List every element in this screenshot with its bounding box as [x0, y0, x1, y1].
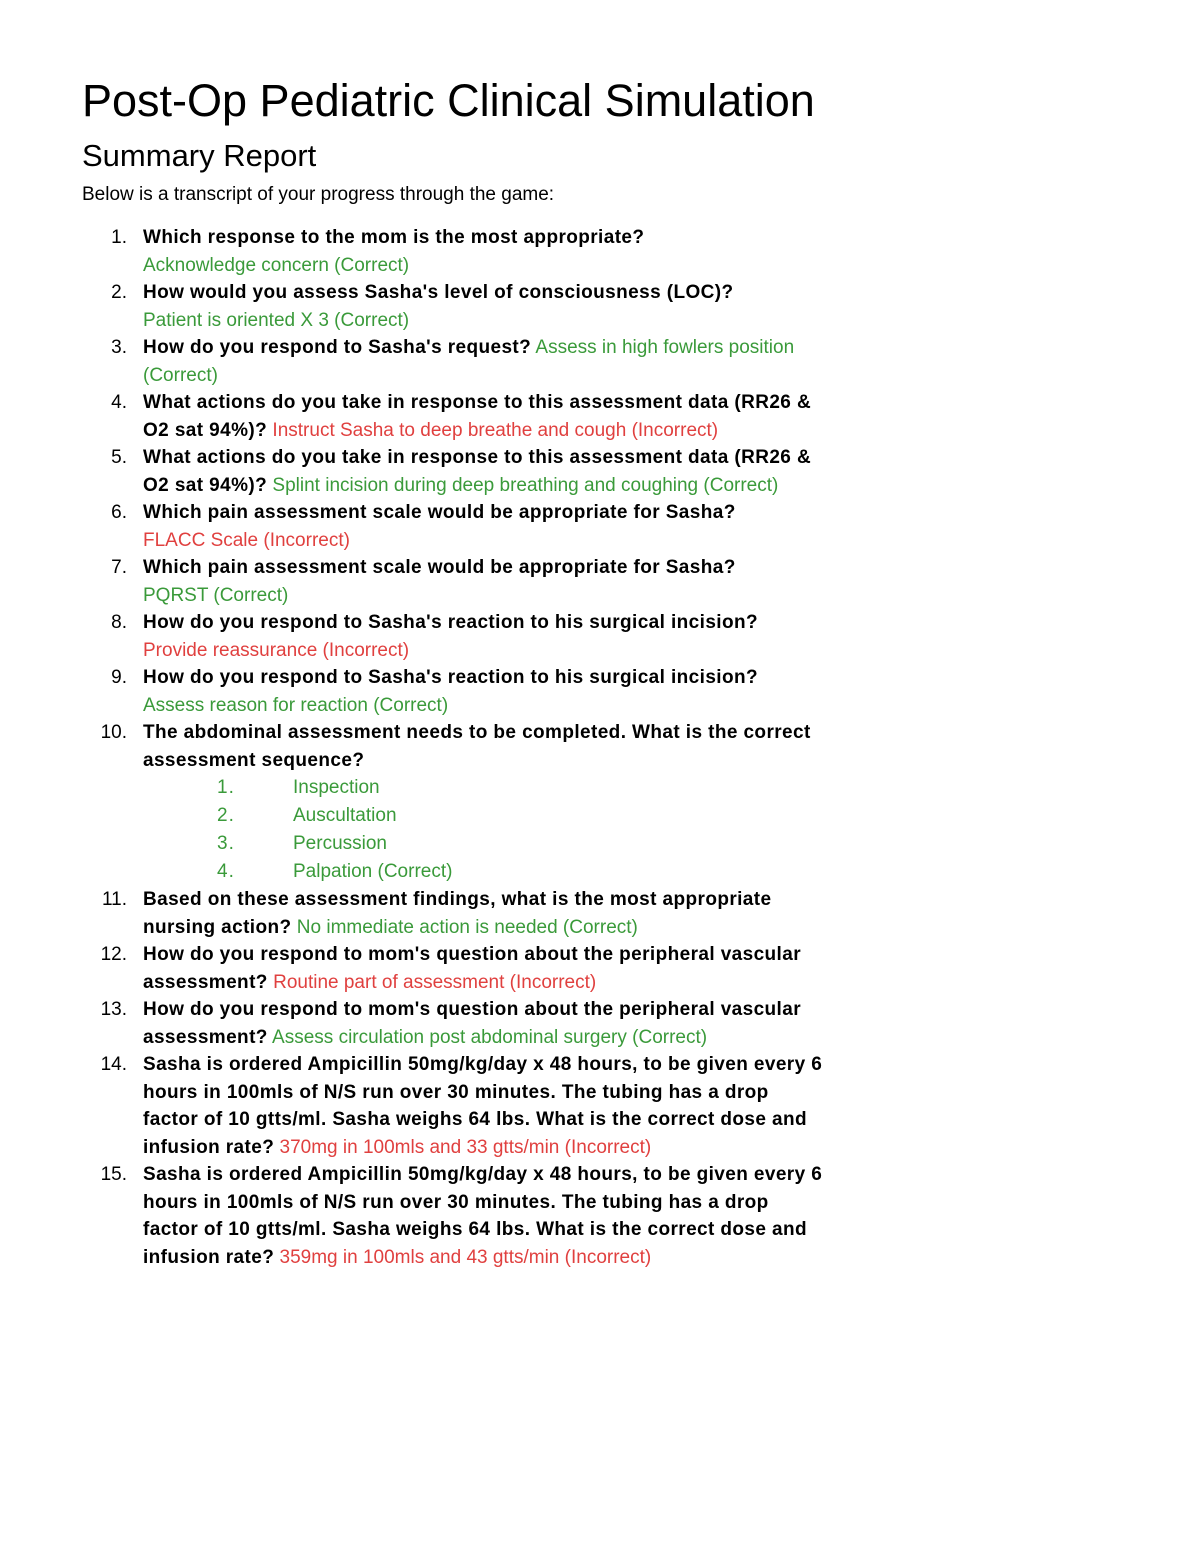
item-number: 11.: [101, 889, 127, 910]
question-text: How do you respond to Sasha's reaction to his surgical incision?: [143, 612, 758, 633]
sequence-step: [143, 774, 1200, 802]
step-number: 1.: [217, 777, 235, 798]
question-text: What actions do you take in response to this assessment data (RR26 & O2 sat 94%)?: [143, 447, 812, 496]
question-text: How would you assess Sasha's level of consciousness (LOC)?: [143, 282, 734, 303]
item-number: 6.: [111, 502, 127, 523]
transcript-item: [0, 1051, 1200, 1161]
item-body: [143, 941, 823, 996]
transcript-item: [0, 609, 1200, 664]
answer-text: FLACC Scale (Incorrect): [143, 529, 350, 551]
transcript-item: [0, 719, 1200, 886]
question-text: What actions do you take in response to this assessment data (RR26 & O2 sat 94%)?: [143, 392, 812, 441]
step-number: 4.: [217, 861, 235, 882]
item-number: 15.: [100, 1164, 127, 1185]
transcript-item: [0, 941, 1200, 996]
page-subtitle: Summary Report: [82, 138, 317, 173]
question-text: How do you respond to mom's question about the peripheral vascular assessment?: [143, 944, 802, 993]
answer-text: PQRST (Correct): [143, 584, 289, 606]
question-text: How do you respond to Sasha's request?: [143, 337, 532, 358]
answer-text: Acknowledge concern (Correct): [143, 254, 410, 276]
answer-text: No immediate action is needed (Correct): [296, 916, 638, 938]
sequence-step: [143, 858, 1200, 886]
item-number: 10.: [100, 722, 127, 743]
item-body: [143, 1161, 823, 1271]
question-text: Which response to the mom is the most appropriate?: [143, 227, 645, 248]
intro-text: Below is a transcript of your progress through the game:: [82, 184, 555, 205]
item-number: 4.: [111, 392, 127, 413]
answer-text: Instruct Sasha to deep breathe and cough (Incorrect): [272, 419, 719, 441]
answer-text: Provide reassurance (Incorrect): [143, 639, 410, 661]
answer-text: 370mg in 100mls and 33 gtts/min (Incorrect): [279, 1136, 652, 1158]
step-number: 2.: [217, 805, 235, 826]
item-body: [143, 389, 823, 444]
sequence-step: [143, 802, 1200, 830]
item-body: [143, 499, 823, 554]
transcript-item: [0, 886, 1200, 941]
question-text: Sasha is ordered Ampicillin 50mg/kg/day x 48 hours, to be given every 6 hours in 100mls of N/S run over 30 minutes. The tubing has a drop factor of 10 gtts/ml. Sasha weighs 64 lbs. What is the correct dose and infusion rate?: [143, 1054, 823, 1158]
step-number: 3.: [217, 833, 235, 854]
transcript-item: [0, 334, 1200, 389]
item-number: 3.: [111, 337, 127, 358]
transcript-item: [0, 279, 1200, 334]
question-text: The abdominal assessment needs to be completed. What is the correct assessment sequence?: [143, 722, 811, 771]
item-body: [143, 1051, 823, 1161]
item-number: 1.: [111, 227, 127, 248]
item-number: 12.: [100, 944, 127, 965]
question-text: How do you respond to Sasha's reaction to his surgical incision?: [143, 667, 758, 688]
question-text: Sasha is ordered Ampicillin 50mg/kg/day x 48 hours, to be given every 6 hours in 100mls of N/S run over 30 minutes. The tubing has a drop factor of 10 gtts/ml. Sasha weighs 64 lbs. What is the correct dose and infusion rate?: [143, 1164, 823, 1268]
answer-text: Assess circulation post abdominal surgery (Correct): [272, 1026, 708, 1048]
item-body: [143, 719, 823, 774]
question-text: How do you respond to mom's question about the peripheral vascular assessment?: [143, 999, 802, 1048]
transcript-item: [0, 499, 1200, 554]
transcript-item: [0, 664, 1200, 719]
transcript-item: [0, 224, 1200, 279]
question-text: Which pain assessment scale would be appropriate for Sasha?: [143, 557, 736, 578]
item-body: [143, 664, 823, 719]
transcript-item: [0, 996, 1200, 1051]
question-text: Based on these assessment findings, what is the most appropriate nursing action?: [143, 889, 772, 938]
transcript-item: [0, 444, 1200, 499]
sequence-list: [143, 774, 1200, 886]
item-body: [143, 554, 823, 609]
item-number: 7.: [111, 557, 127, 578]
transcript-item: [0, 389, 1200, 444]
item-body: [143, 996, 823, 1051]
answer-text: Assess reason for reaction (Correct): [143, 694, 449, 716]
item-body: [143, 279, 823, 334]
item-number: 13.: [100, 999, 127, 1020]
page-title: Post-Op Pediatric Clinical Simulation: [82, 75, 815, 126]
step-text: Auscultation: [293, 805, 397, 826]
item-number: 14.: [100, 1054, 127, 1075]
item-body: [143, 609, 823, 664]
step-text: Inspection: [293, 777, 380, 798]
item-body: [143, 224, 823, 279]
item-number: 5.: [111, 447, 127, 468]
item-number: 2.: [111, 282, 127, 303]
answer-text: Patient is oriented X 3 (Correct): [143, 309, 410, 331]
step-text: Percussion: [293, 833, 387, 854]
transcript-list: [0, 224, 1200, 1271]
answer-text: 359mg in 100mls and 43 gtts/min (Incorrect): [279, 1246, 652, 1268]
item-body: [143, 334, 823, 389]
answer-text: Splint incision during deep breathing and coughing (Correct): [272, 474, 779, 496]
item-body: [143, 444, 823, 499]
answer-text: Routine part of assessment (Incorrect): [273, 971, 597, 993]
item-body: [143, 886, 823, 941]
sequence-step: [143, 830, 1200, 858]
item-number: 8.: [111, 612, 127, 633]
transcript-item: [0, 1161, 1200, 1271]
item-number: 9.: [111, 667, 127, 688]
question-text: Which pain assessment scale would be appropriate for Sasha?: [143, 502, 736, 523]
answer-text: Assess in high fowlers position (Correct): [143, 337, 795, 386]
transcript-item: [0, 554, 1200, 609]
step-text: Palpation (Correct): [293, 861, 453, 882]
